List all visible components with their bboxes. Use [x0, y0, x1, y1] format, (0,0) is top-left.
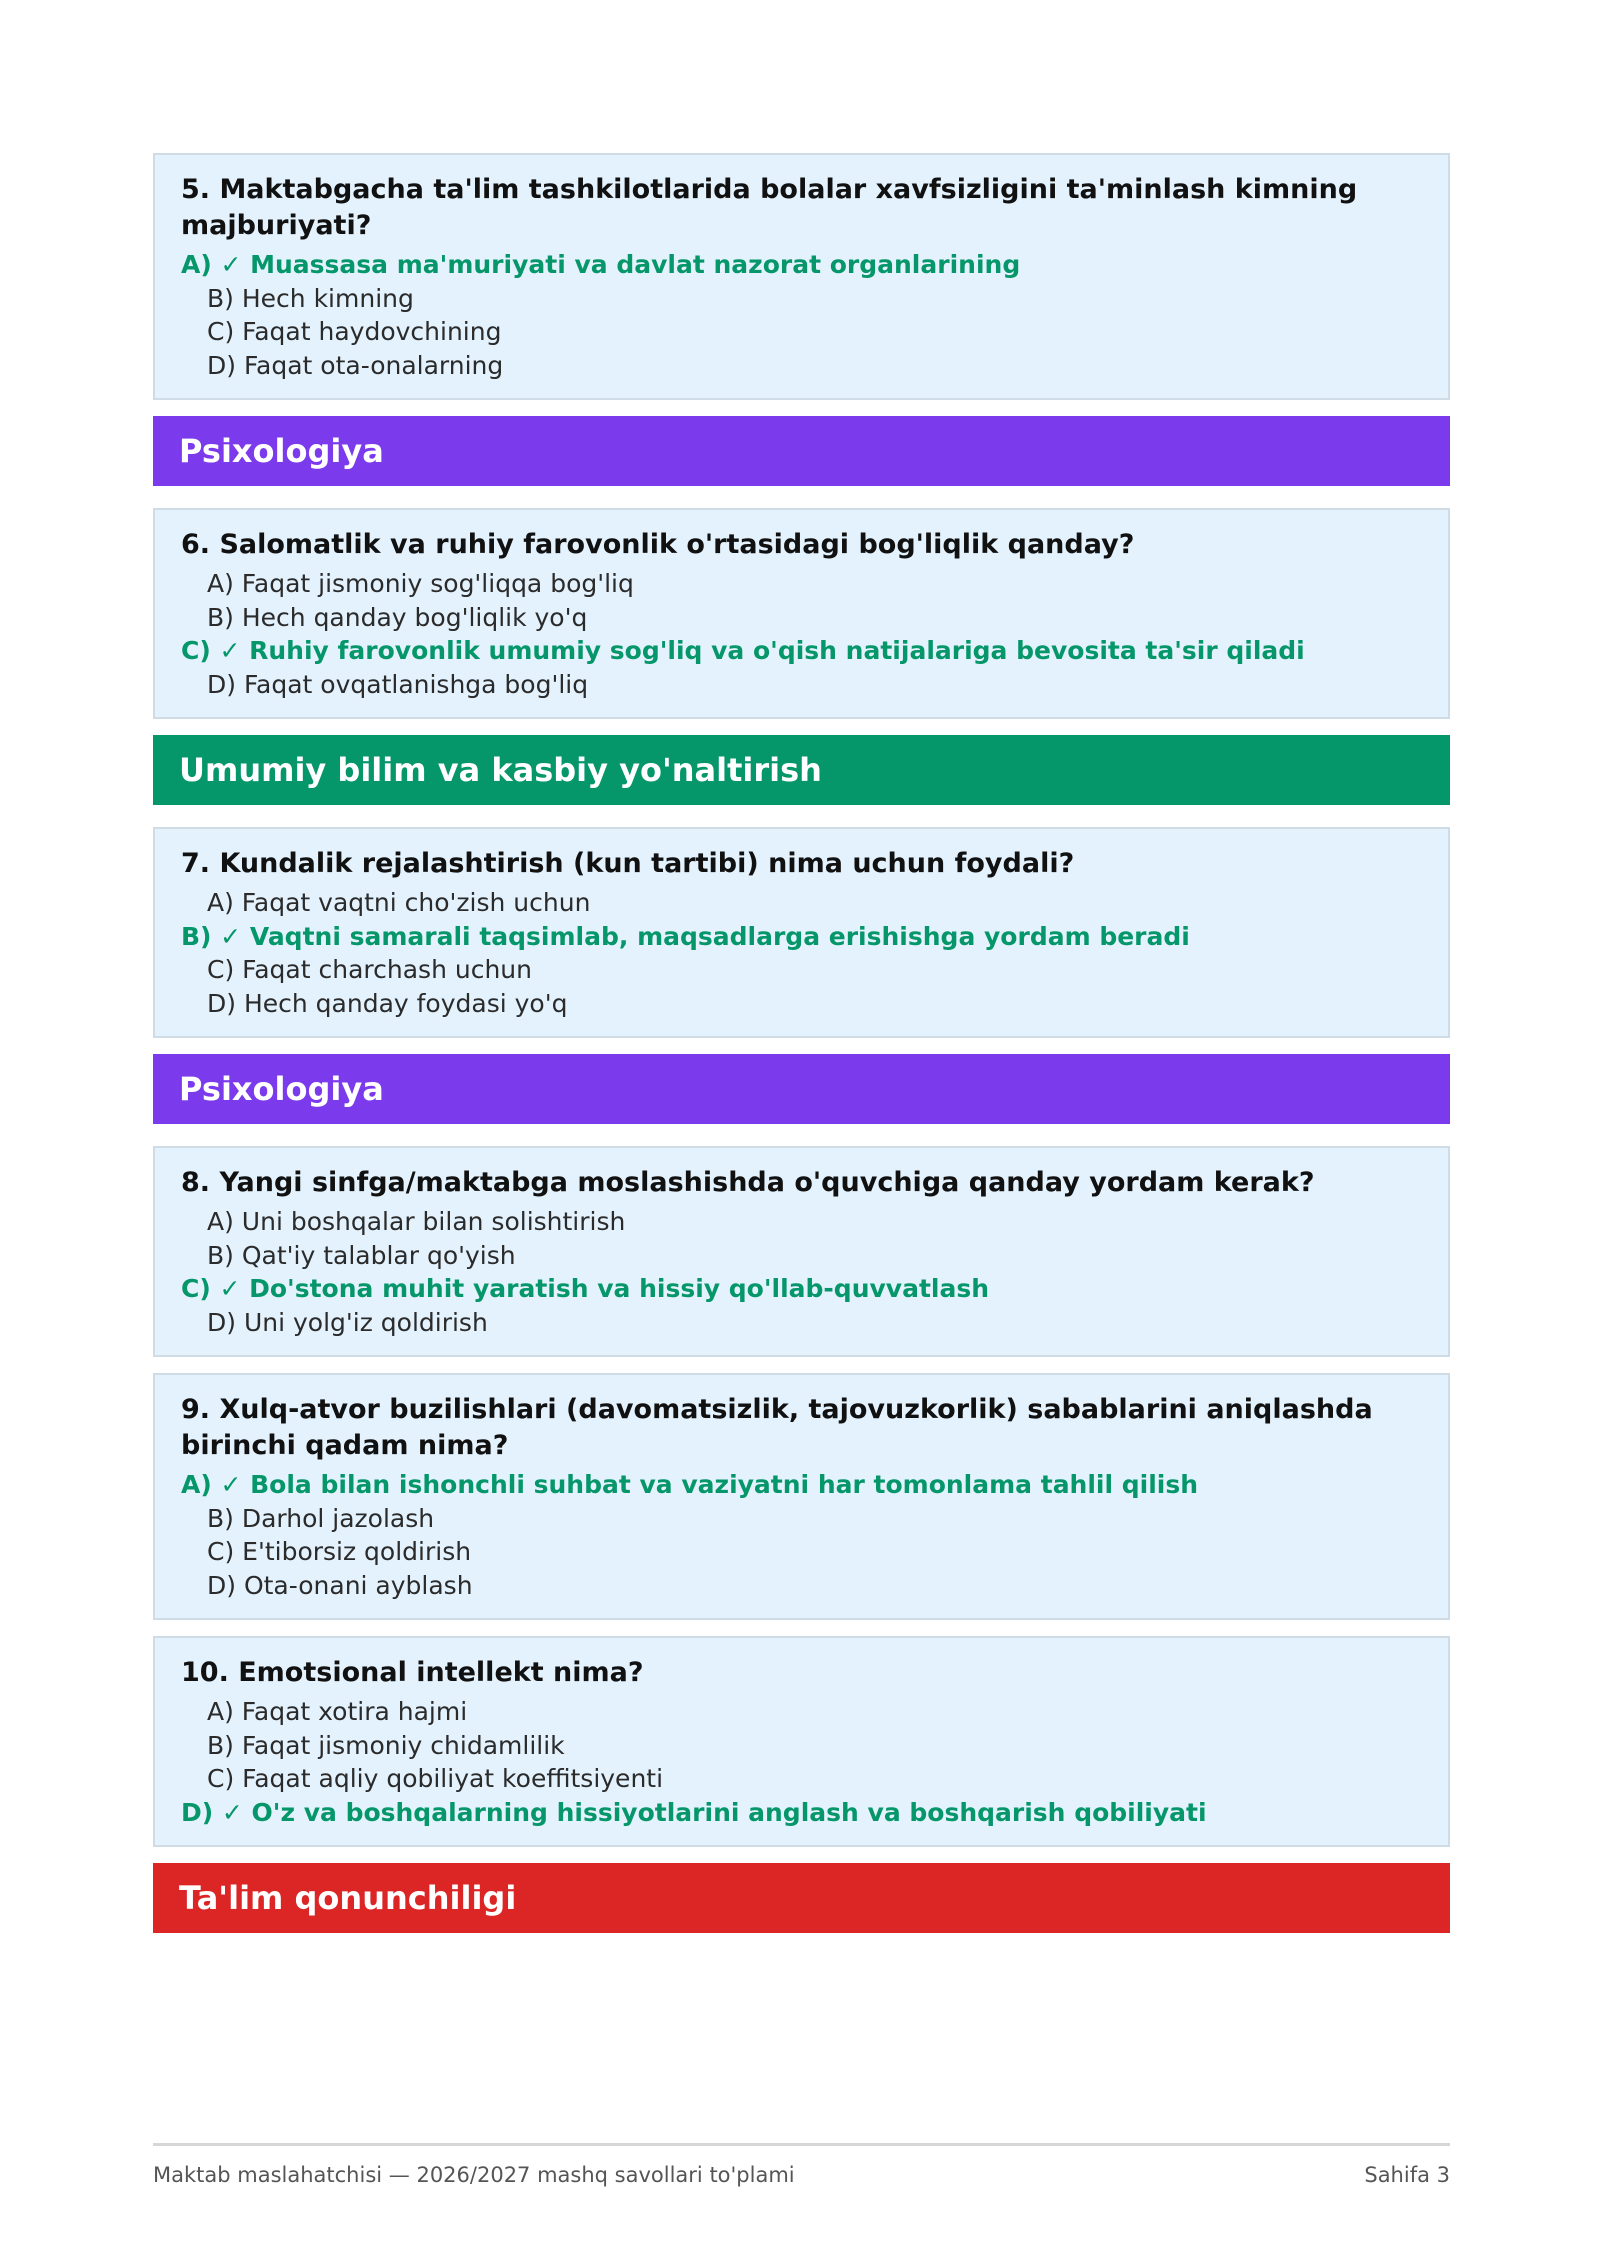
question-card-8	[153, 1146, 1450, 1357]
question-card-7	[153, 827, 1450, 1038]
section-header-education-law: Ta'lim qonunchiligi	[153, 1863, 1450, 1933]
question-title: 8. Yangi sinfga/maktabga moslashishda o'quvchiga qanday yordam kerak?	[181, 1167, 1315, 1198]
option-b: B) Darhol jazolash	[207, 1503, 435, 1533]
question-card-9	[153, 1373, 1450, 1620]
option-a: A) Faqat jismoniy sog'liqqa bog'liq	[207, 569, 634, 598]
question-title: 10. Emotsional intellekt nima?	[181, 1657, 644, 1688]
section-header-psychology: Psixologiya	[153, 1054, 1450, 1124]
footer-title: Maktab maslahatchisi — 2026/2027 mashq savollari to'plami	[153, 2163, 795, 2187]
option-a-correct: A) ✓ Muassasa ma'muriyati va davlat nazorat organlarining	[181, 250, 1021, 279]
option-a: A) Faqat xotira hajmi	[207, 1697, 468, 1726]
option-b: B) Qat'iy talablar qo'yish	[207, 1240, 516, 1270]
option-d: D) Ota-onani ayblash	[207, 1570, 473, 1600]
option-d: D) Hech qanday foydasi yo'q	[207, 988, 568, 1018]
option-d: D) Faqat ovqatlanishga bog'liq	[207, 669, 589, 699]
option-b: B) Hech qanday bog'liqlik yo'q	[207, 602, 588, 632]
option-c: C) Faqat charchash uchun	[207, 955, 532, 984]
question-title: 5. Maktabgacha ta'lim tashkilotlarida bolalar xavfsizligini ta'minlash kimning majburiyati?	[181, 174, 1358, 241]
option-b-correct: B) ✓ Vaqtni samarali taqsimlab, maqsadlarga erishishga yordam beradi	[181, 921, 1190, 951]
page-number: Sahifa 3	[1364, 2163, 1450, 2187]
option-c-correct: C) ✓ Do'stona muhit yaratish va hissiy qo'llab-quvvatlash	[181, 1274, 990, 1303]
option-b: B) Faqat jismoniy chidamlilik	[207, 1730, 565, 1760]
option-d: D) Faqat ota-onalarning	[207, 350, 504, 380]
option-c: C) Faqat aqliy qobiliyat koeffitsiyenti	[207, 1764, 664, 1793]
option-d: D) Uni yolg'iz qoldirish	[207, 1307, 488, 1337]
page-footer	[153, 2143, 1450, 2188]
option-a: A) Faqat vaqtni cho'zish uchun	[207, 888, 591, 917]
question-title: 6. Salomatlik va ruhiy farovonlik o'rtasidagi bog'liqlik qanday?	[181, 529, 1135, 560]
page-content	[153, 153, 1450, 1955]
option-c-correct: C) ✓ Ruhiy farovonlik umumiy sog'liq va o'qish natijalariga bevosita ta'sir qiladi	[181, 636, 1305, 665]
option-b: B) Hech kimning	[207, 283, 414, 313]
section-header-psychology: Psixologiya	[153, 416, 1450, 486]
option-a-correct: A) ✓ Bola bilan ishonchli suhbat va vaziyatni har tomonlama tahlil qilish	[181, 1470, 1199, 1499]
question-title: 9. Xulq-atvor buzilishlari (davomatsizlik, tajovuzkorlik) sabablarini aniqlashda birinchi qadam nima?	[181, 1394, 1373, 1461]
question-card-5	[153, 153, 1450, 400]
option-a: A) Uni boshqalar bilan solishtirish	[207, 1207, 626, 1236]
section-header-general-knowledge: Umumiy bilim va kasbiy yo'naltirish	[153, 735, 1450, 805]
option-d-correct: D) ✓ O'z va boshqalarning hissiyotlarini anglash va boshqarish qobiliyati	[181, 1797, 1207, 1827]
question-title: 7. Kundalik rejalashtirish (kun tartibi) nima uchun foydali?	[181, 848, 1075, 879]
option-c: C) E'tiborsiz qoldirish	[207, 1537, 472, 1566]
question-card-10	[153, 1636, 1450, 1847]
option-c: C) Faqat haydovchining	[207, 317, 502, 346]
question-card-6	[153, 508, 1450, 719]
